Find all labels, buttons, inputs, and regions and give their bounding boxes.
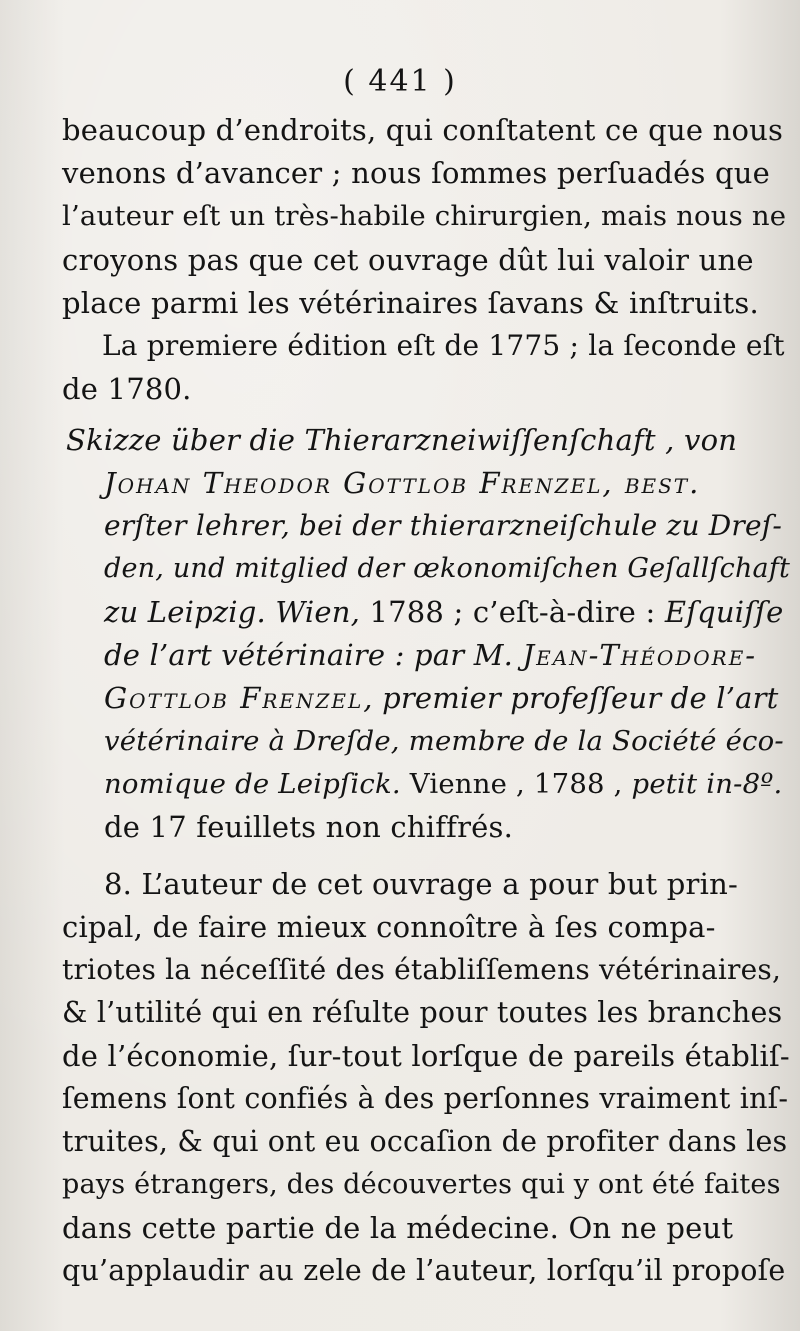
translated-author: Gottlob Frenzel (104, 681, 364, 715)
entry-title-line: erſter lehrer, bei der thierarzneiſchule zu Dreſ- (104, 509, 783, 542)
author-title: nomique de Leipſick. (104, 768, 401, 800)
text-line: truites, & qui ont eu occaſion de profiter dans les (62, 1125, 788, 1158)
page-number: ( 441 ) (343, 64, 457, 99)
text-line: triotes la néceſſité des établiſſemens vétérinaires, (62, 953, 782, 986)
translation-title: Eſquiſſe (664, 595, 784, 629)
imprint-year: 1788 ; c’eſt-à-dire : (360, 595, 665, 629)
translation-title: de l’art vétérinaire : par M. (104, 638, 523, 672)
entry-imprint-line (0, 764, 800, 804)
entry-collation-line: de 17 feuillets non chiffrés. (104, 810, 513, 844)
text-line: 8. L’auteur de cet ouvrage a pour but prin- (104, 867, 738, 901)
imprint-year: Vienne , 1788 , (400, 768, 632, 800)
text-line: venons d’avancer ; nous ſommes perſuadés que (62, 156, 771, 190)
entry-translation-line: vétérinaire à Dreſde, membre de la Société éco- (104, 725, 784, 757)
entry-title-line: den, und mitglied der œkonomiſchen Geſallſchaft (104, 553, 791, 584)
translated-author: Jean-Théodore- (522, 638, 758, 672)
text-line: dans cette partie de la médecine. On ne peut (62, 1211, 734, 1245)
text-line: qu’applaudir au zele de l’auteur, lorſqu’il propoſe (62, 1254, 786, 1287)
text-line: croyons pas que cet ouvrage dût lui valoir une (62, 243, 754, 277)
text-line: La premiere édition eſt de 1775 ; la ſeconde eſt (102, 329, 785, 362)
text-line: beaucoup d’endroits, qui conſtatent ce que nous (62, 113, 784, 147)
format: petit in-8º. (631, 768, 783, 800)
entry-translation-line (0, 678, 800, 718)
author-title: , premier profeſſeur de l’art (363, 681, 779, 715)
imprint-place: zu Leipzig. Wien, (104, 595, 361, 629)
text-line: cipal, de faire mieux connoître à ſes compa- (62, 910, 716, 944)
text-line: de l’économie, ſur-tout lorſque de pareils établiſ- (62, 1039, 790, 1073)
text-line: place parmi les vétérinaires ſavans & inſtruits. (62, 286, 759, 320)
entry-title-line: Skizze über die Thierarzneiwiſſenſchaft , von (66, 423, 738, 457)
text-line: ſemens ſont confiés à des perſonnes vraiment inſ- (62, 1082, 789, 1115)
entry-imprint-line (0, 592, 800, 632)
text-line: & l’utilité qui en réſulte pour toutes les branches (62, 996, 783, 1029)
entry-translation-line (0, 635, 800, 675)
text-line: pays étrangers, des découvertes qui y ont été faites (62, 1169, 781, 1200)
text-line: l’auteur eſt un très-habile chirurgien, mais nous ne (62, 200, 787, 232)
text-line: de 1780. (62, 372, 192, 406)
entry-author-line: Johan Theodor Gottlob Frenzel, beſt. (104, 466, 701, 500)
